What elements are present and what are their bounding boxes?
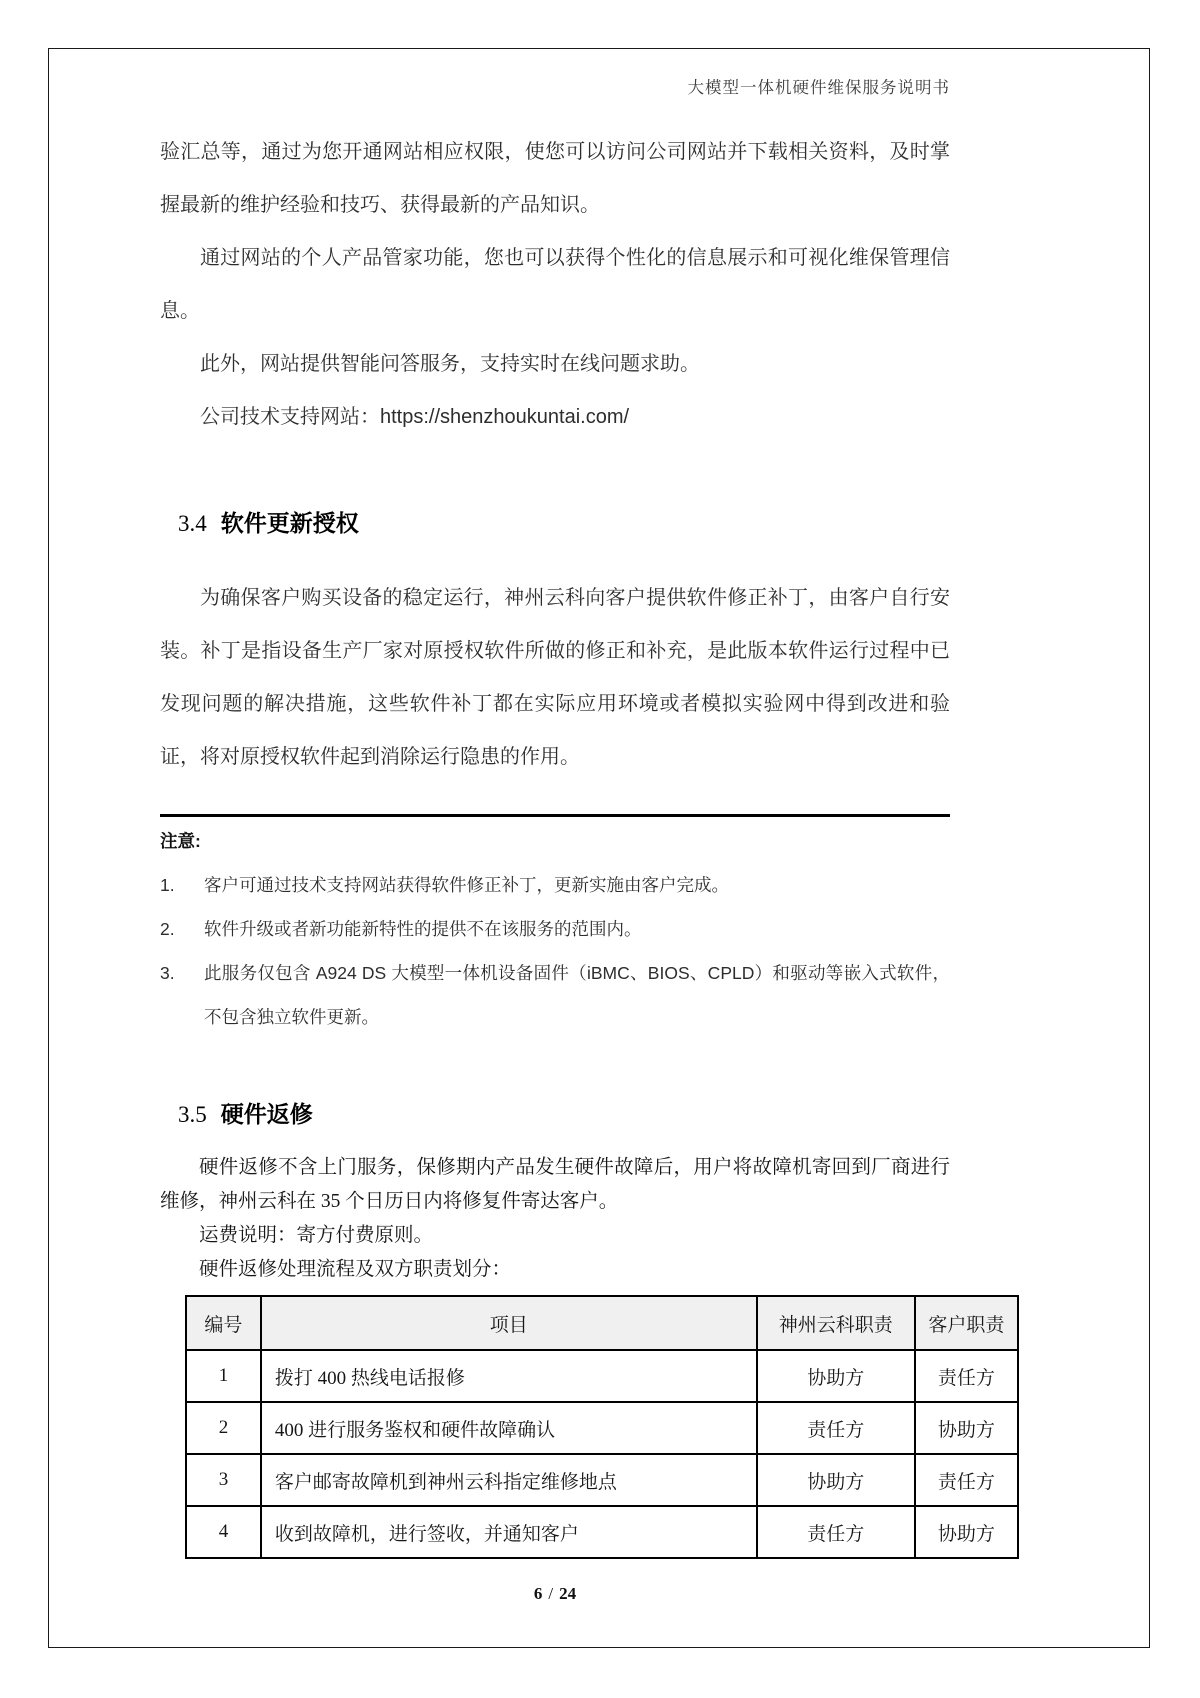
column-header-item: 项目 [261,1296,757,1350]
section-3-4-body-paragraph: 为确保客户购买设备的稳定运行，神州云科向客户提供软件修正补丁，由客户自行安装。补丁是指设备生产厂家对原授权软件所做的修正和补充，是此版本软件运行过程中已发现问题的解决措施，这些软件补丁都在实际应用环境或者模拟实验网中得到改进和验证，将对原授权软件起到消除运行隐患的作用。 [160,587,950,768]
section-heading-3-5 [160,1097,950,1135]
intro-paragraph-qa-service: 此外，网站提供智能问答服务，支持实时在线问题求助。 [200,353,700,375]
cell-customer-duty: 协助方 [915,1402,1018,1454]
note-label: 注意: [160,831,201,851]
cell-vendor-duty: 责任方 [757,1506,915,1558]
section-heading-3-4 [160,506,950,544]
table-row [186,1454,1018,1506]
cell-item: 收到故障机，进行签收，并通知客户 [261,1506,757,1558]
shipping-note-paragraph: 运费说明：寄方付费原则。 [199,1225,434,1246]
cell-item: 拨打 400 热线电话报修 [261,1350,757,1402]
note-item-text: 软件升级或者新功能新特性的提供不在该服务的范围内。 [204,919,642,939]
responsibility-table [185,1295,1019,1559]
document-header-title: 大模型一体机硬件维保服务说明书 [687,78,950,97]
table-row [186,1402,1018,1454]
hardware-return-paragraph: 硬件返修不含上门服务，保修期内产品发生硬件故障后，用户将故障机寄回到厂商进行维修，神州云科在 35 个日历日内将修复件寄达客户。 [160,1157,950,1212]
cell-item: 400 进行服务鉴权和硬件故障确认 [261,1402,757,1454]
cell-number: 4 [186,1506,261,1558]
section-3-5-body [160,1151,950,1287]
note-item-text: 客户可通过技术支持网站获得软件修正补丁，更新实施由客户完成。 [204,875,729,895]
page-number-separator: / [548,1584,554,1603]
note-divider-rule [160,814,950,817]
note-item-3 [160,951,950,1039]
note-item-1 [160,863,950,907]
note-item-number: 1. [160,875,175,895]
table-header-row [186,1296,1018,1350]
note-item-number: 3. [160,963,175,983]
current-page-number: 6 [533,1584,543,1603]
cell-number: 3 [186,1454,261,1506]
cell-item: 客户邮寄故障机到神州云科指定维修地点 [261,1454,757,1506]
cell-vendor-duty: 责任方 [757,1402,915,1454]
section-title-3-4: 软件更新授权 [220,510,359,536]
footer-page-number [160,1582,950,1606]
cell-number: 2 [186,1402,261,1454]
total-page-count: 24 [559,1584,577,1603]
cell-vendor-duty: 协助方 [757,1454,915,1506]
note-item-number: 2. [160,919,175,939]
column-header-number: 编号 [186,1296,261,1350]
column-header-customer-duty: 客户职责 [915,1296,1018,1350]
intro-paragraph-continuation: 验汇总等，通过为您开通网站相应权限，使您可以访问公司网站并下载相关资料，及时掌握最新的维护经验和技巧、获得最新的产品知识。 [160,141,950,216]
process-intro-paragraph: 硬件返修处理流程及双方职责划分： [199,1259,512,1280]
section-number-3-5: 3.5 [178,1102,207,1127]
cell-vendor-duty: 协助方 [757,1350,915,1402]
table-row [186,1350,1018,1402]
note-item-2 [160,907,950,951]
note-item-text: 此服务仅包含 A924 DS 大模型一体机设备固件（iBMC、BIOS、CPLD）和驱动等嵌入式软件，不包含独立软件更新。 [204,963,950,1027]
cell-number: 1 [186,1350,261,1402]
cell-customer-duty: 协助方 [915,1506,1018,1558]
intro-paragraph-website-manager: 通过网站的个人产品管家功能，您也可以获得个性化的信息展示和可视化维保管理信息。 [160,247,950,322]
cell-customer-duty: 责任方 [915,1454,1018,1506]
section-number-3-4: 3.4 [178,511,207,536]
cell-customer-duty: 责任方 [915,1350,1018,1402]
document-content [160,0,1005,1559]
table-row [186,1506,1018,1558]
support-website-url: 公司技术支持网站：https://shenzhoukuntai.com/ [200,406,630,428]
column-header-vendor-duty: 神州云科职责 [757,1296,915,1350]
note-list [160,863,950,1039]
section-title-3-5: 硬件返修 [220,1101,313,1127]
